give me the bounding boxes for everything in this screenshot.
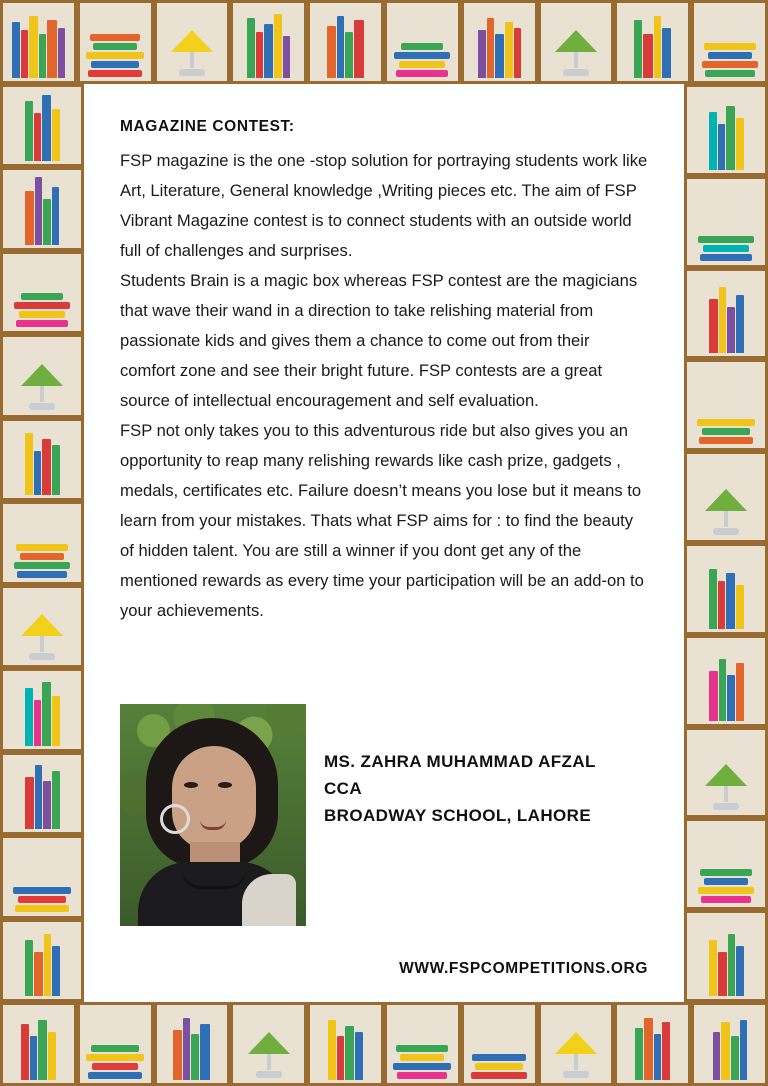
bookshelf-band-right xyxy=(684,84,768,1002)
shelf-cell xyxy=(0,585,84,668)
shelf-cell xyxy=(77,0,154,84)
shelf-cell xyxy=(384,1002,461,1086)
shelf-cell xyxy=(307,0,384,84)
shelf-cell xyxy=(0,84,84,167)
lamp-icon xyxy=(169,30,215,76)
lamp-icon xyxy=(246,1032,292,1078)
shelf-cell xyxy=(0,835,84,918)
shelf-cell xyxy=(684,818,768,910)
shelf-cell xyxy=(0,1002,77,1086)
website-url[interactable]: WWW.FSPCOMPETITIONS.ORG xyxy=(399,960,648,977)
lamp-icon xyxy=(553,30,599,76)
lamp-icon xyxy=(19,364,65,410)
shelf-cell xyxy=(230,0,307,84)
presenter-block xyxy=(120,704,596,926)
shelf-cell xyxy=(684,543,768,635)
shelf-cell xyxy=(684,451,768,543)
shelf-cell xyxy=(614,0,691,84)
shelf-cell xyxy=(684,359,768,451)
shelf-cell xyxy=(684,268,768,360)
shelf-cell xyxy=(0,752,84,835)
shelf-cell xyxy=(154,1002,231,1086)
presenter-role: CCA xyxy=(324,779,363,798)
presenter-details xyxy=(324,704,596,829)
shelf-cell xyxy=(691,0,768,84)
shelf-cell xyxy=(538,1002,615,1086)
shelf-cell xyxy=(230,1002,307,1086)
shelf-cell xyxy=(538,0,615,84)
shelf-cell xyxy=(461,0,538,84)
paragraph-intro: FSP magazine is the one -stop solution for portraying students work like Art, Literature, General knowledge ,Writing pieces etc. The aim of FSP Vibrant Magazine contest is to connect students with an outside world full of challenges and surprises. xyxy=(120,151,648,260)
lamp-icon xyxy=(703,764,749,810)
shelf-cell xyxy=(307,1002,384,1086)
shelf-cell xyxy=(0,167,84,250)
bookshelf-band-top xyxy=(0,0,768,84)
paragraph-magic-box: Students Brain is a magic box whereas FSP contest are the magicians that wave their wand in a direction to take relishing material from passionate kids and gives them a chance to come out from their comfort zone and see their bright future. FSP contests are a great source of intellectual encouragement and self evaluation. xyxy=(120,271,638,410)
paragraph-rewards: FSP not only takes you to this adventurous ride but also gives you an opportunity to reap many relishing rewards like cash prize, gadgets , medals, certificates etc. Failure doesn’t means you lose but it means to learn from your mistakes. Thats what FSP aims for : to find the beauty of hidden talent. You are still a winner if you dont get any of the mentioned rewards as every time your participation will be an add-on to your achievements. xyxy=(120,421,644,620)
presenter-organisation: BROADWAY SCHOOL, LAHORE xyxy=(324,806,592,825)
shelf-cell xyxy=(0,501,84,584)
shelf-cell xyxy=(684,727,768,819)
presenter-name: MS. ZAHRA MUHAMMAD AFZAL xyxy=(324,752,596,771)
shelf-cell xyxy=(0,251,84,334)
bookshelf-band-bottom xyxy=(0,1002,768,1086)
page-title: MAGAZINE CONTEST: xyxy=(120,118,295,135)
content-card xyxy=(84,84,684,1002)
shelf-cell xyxy=(0,334,84,417)
bookshelf-band-left xyxy=(0,84,84,1002)
shelf-cell xyxy=(614,1002,691,1086)
shelf-cell xyxy=(684,84,768,176)
lamp-icon xyxy=(19,614,65,660)
shelf-cell xyxy=(684,176,768,268)
shelf-cell xyxy=(0,668,84,751)
lamp-icon xyxy=(553,1032,599,1078)
shelf-cell xyxy=(384,0,461,84)
lamp-icon xyxy=(703,489,749,535)
shelf-cell xyxy=(684,635,768,727)
shelf-cell xyxy=(154,0,231,84)
shelf-cell xyxy=(0,0,77,84)
shelf-cell xyxy=(77,1002,154,1086)
shelf-cell xyxy=(691,1002,768,1086)
shelf-cell xyxy=(0,919,84,1002)
presenter-photo xyxy=(120,704,306,926)
shelf-cell xyxy=(0,418,84,501)
shelf-cell xyxy=(684,910,768,1002)
shelf-cell xyxy=(461,1002,538,1086)
